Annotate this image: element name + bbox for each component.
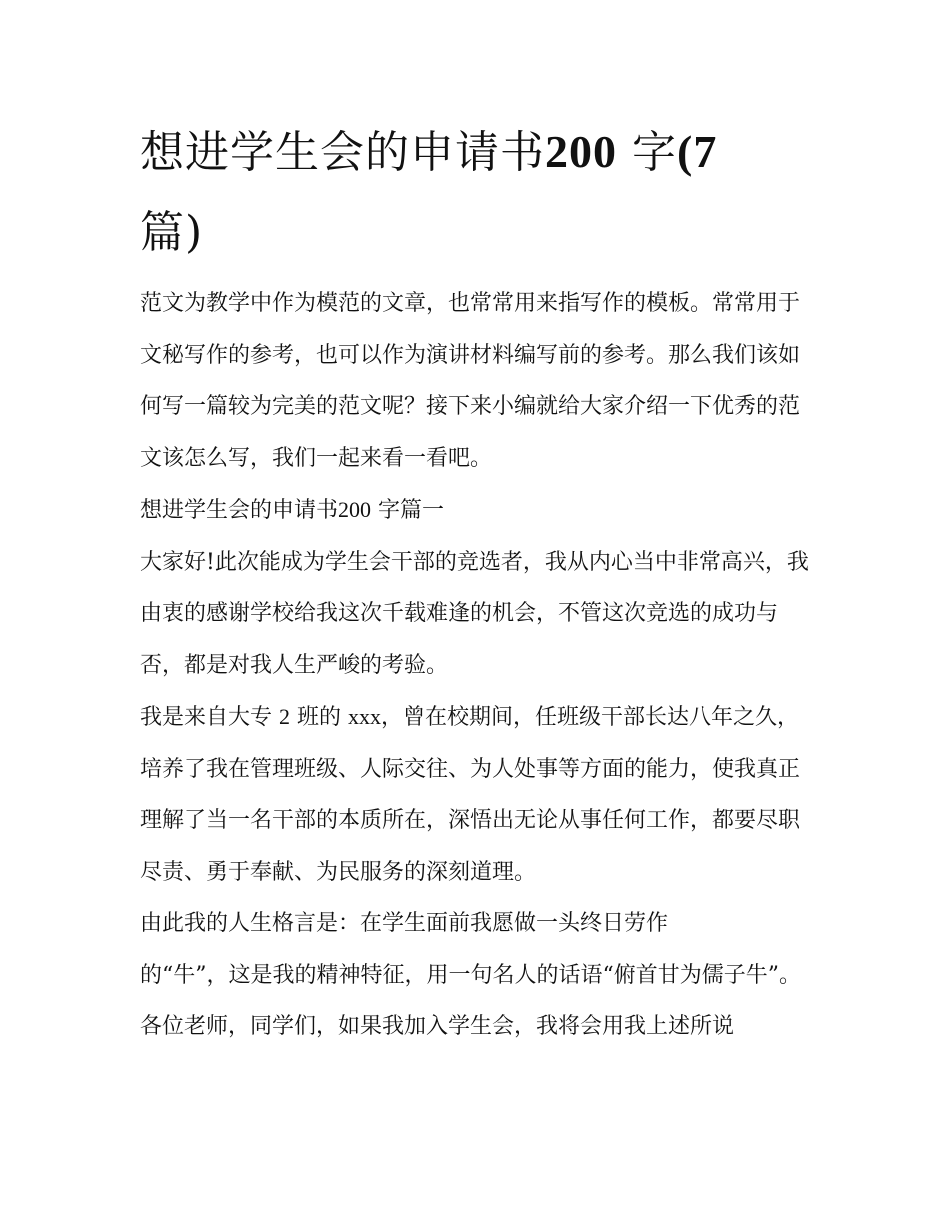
p3-rest: 的“牛”，这是我的精神特征，用一句名人的话语“俯首甘为儒子牛”。 [140,962,801,988]
p2-name: xxx [348,704,382,729]
heading-number: 200 [338,497,372,522]
p2-class-number: 2 [279,704,291,729]
p2-text-a: 我是来自大专 [140,705,273,730]
title-text: 想进学生会的申请书 [140,127,545,178]
title-paren: (7 [677,126,718,177]
paragraph-2 [140,691,820,898]
p2-text-c: ，曾在校期间，任班级干部长达八年之久，培养了我在管理班级、人际交往、为人处事等方面的能力，使我真正理解了当一名干部的本质所在，深悟出无论从事任何工作，都要尽职尽责、勇于奉献、为民服务的深刻道理。 [140,705,801,885]
p3-line-1: 由此我的人生格言是：在学生面前我愿做一头终日劳作 [140,911,669,936]
p2-text-b: 班的 [297,705,342,730]
title-text-suffix: 字 [632,127,677,178]
document-body [140,278,820,1053]
title-line-2: 篇) [140,207,204,258]
document-title [140,112,820,273]
heading-text: 想进学生会的申请书 [140,498,339,523]
intro-paragraph: 范文为教学中作为模范的文章，也常常用来指写作的模板。常常用于文秘写作的参考，也可以作为演讲材料编写前的参考。那么我们该如何写一篇较为完美的范文呢？接下来小编就给大家介绍一下优秀的范文该怎么写，我们一起来看一看吧。 [140,291,801,471]
paragraph-1: 大家好!此次能成为学生会干部的竞选者，我从内心当中非常高兴，我由衷的感谢学校给我这次千载难逢的机会，不管这次竞选的成功与否，都是对我人生严峻的考验。 [140,549,809,678]
section-heading-1 [140,484,820,537]
heading-suffix: 字篇一 [378,498,445,523]
title-number: 200 [545,126,617,177]
paragraph-3 [140,898,820,1001]
paragraph-4: 各位老师，同学们，如果我加入学生会，我将会用我上述所说 [140,1014,735,1039]
